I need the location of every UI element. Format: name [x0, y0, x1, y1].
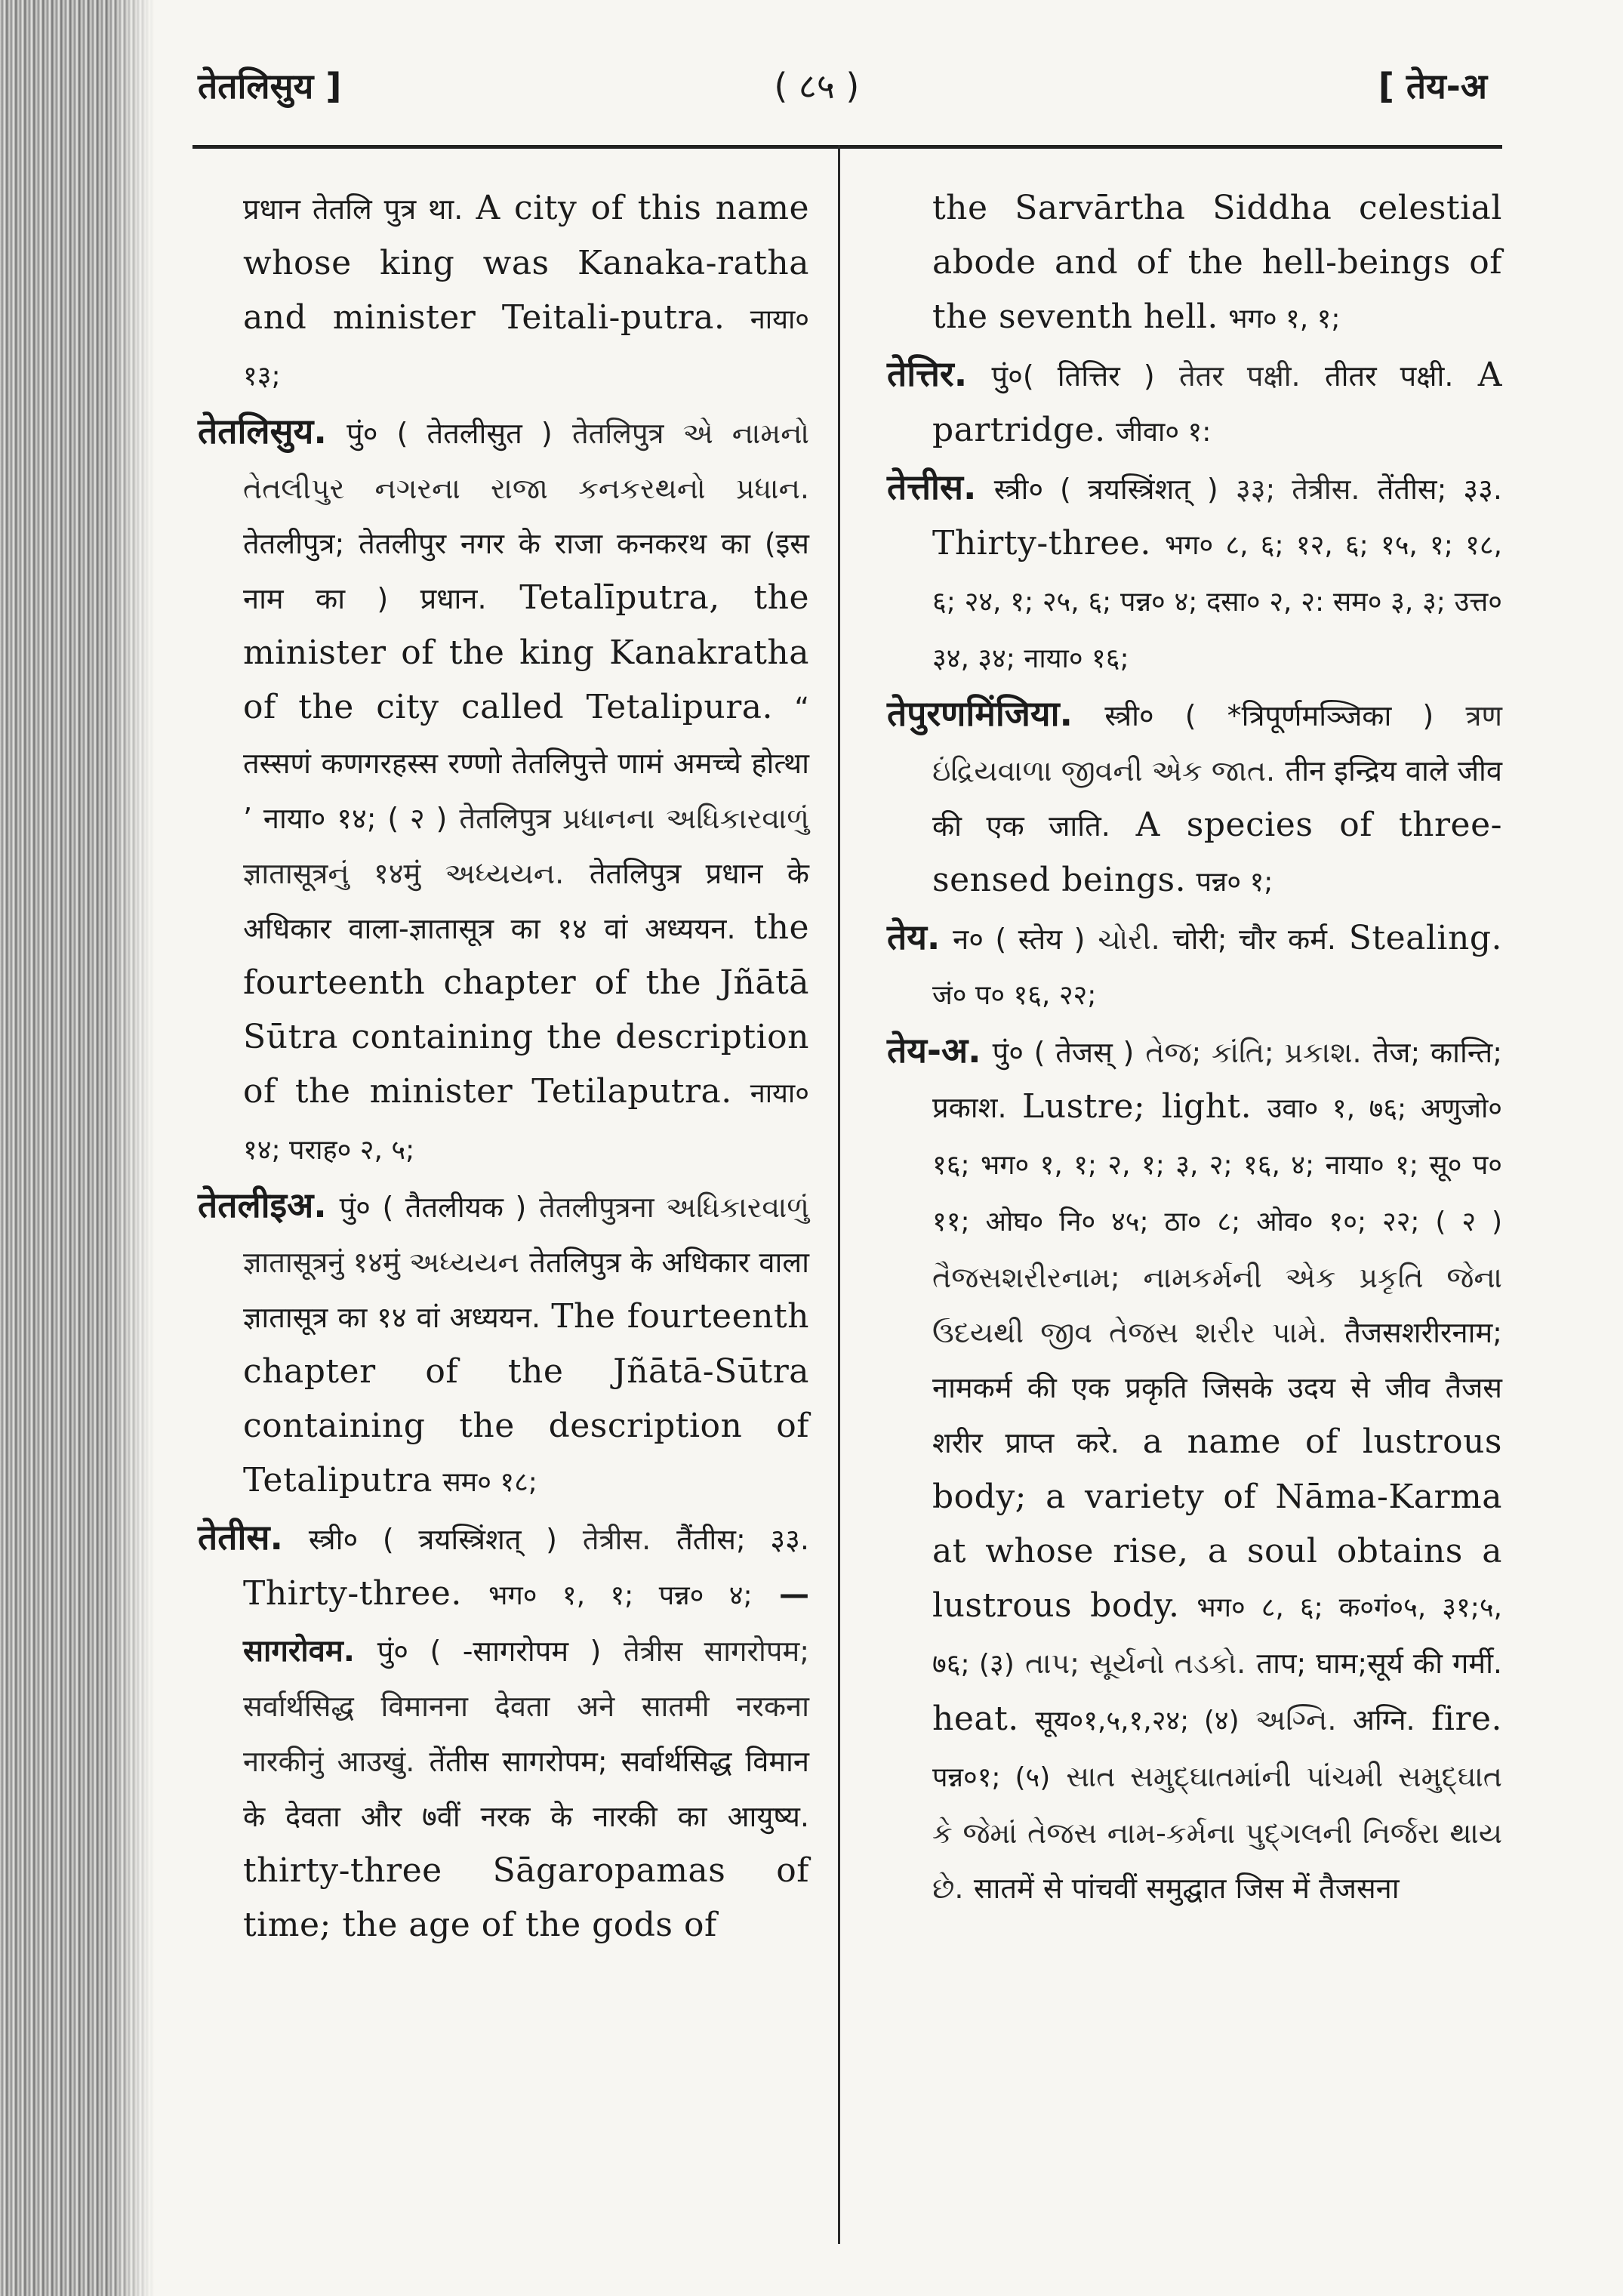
- entry-headword: तेत्तीस.: [887, 467, 977, 507]
- entry-eng-text: The fourteenth chapter of the Jñātā-Sūtra containing the description of Tetaliputra: [243, 1297, 809, 1499]
- dictionary-entry: [887, 1023, 1502, 1915]
- dictionary-entry: [887, 910, 1502, 1023]
- entry-guj-text: તૈજસશરીરનામ; નામકર્મની એક પ્રકૃતિ જેના ઉદયથી જીવ તેજસ શરીર પામે.: [932, 1261, 1502, 1349]
- entry-ref-text: सूय०१,५,१,२४; (४): [1035, 1706, 1240, 1737]
- entry-deva-text: तेतलिपुत्र प्रधान के अधिकार वाला-ज्ञातासूत्र का १४ वां अध्ययन.: [243, 857, 809, 945]
- dictionary-entry: [198, 181, 809, 404]
- entry-deva-text: स्त्री० ( त्रयस्त्रिंशत् ): [308, 1523, 557, 1556]
- entry-deva-text: तेज; कान्ति; प्रकाश.: [932, 1036, 1503, 1124]
- entry-guj-text: ચોરી.: [1098, 923, 1160, 956]
- entry-guj-text: तेतलिपुत्र એ નામનો તેતલીપુર નગરના રાજા કનકરથનો પ્રધાન.: [243, 417, 809, 505]
- dictionary-entry: [887, 347, 1502, 460]
- entry-guj-text: तेतर पक्षी.: [1179, 359, 1301, 393]
- entry-deva-text: तेतलीपुत्र; तेतलीपुर नगर के राजा कनकरथ का (इस नाम का ) प्रधान.: [243, 527, 809, 615]
- column-divider: [838, 145, 840, 2244]
- entry-deva-text: पुं०( तित्तिर ): [991, 359, 1155, 393]
- entry-deva-text: तेतलिपुत्र के अधिकार वाला ज्ञातासूत्र का १४ वां अध्ययन.: [243, 1246, 809, 1334]
- entry-eng-text: A species of three-sensed beings.: [932, 806, 1502, 899]
- entry-guj-text: સાત સમુદ્ઘાતમાંની પાંચમી સમુદ્ઘાત કે જેમાં તેજસ નામ-કર્મના પુદ્ગલની નિર્જરા થાય છે.: [932, 1760, 1502, 1905]
- entry-eng-text: the fourteenth chapter of the Jñātā Sūtra containing the description of the minister Tetilaputra.: [243, 908, 809, 1111]
- entry-headword: तेपुरणमिंजिया.: [887, 693, 1073, 734]
- entry-ref-text: उवा० १, ७६; अणुजो० १६; भग० १, १; २, १; ३, २; १६, ४; नाया० १; सू० प० ११; ओघ० नि० ४५; ठा० ८; ओव० १०; २२; ( २ ): [932, 1093, 1502, 1237]
- entry-deva-text: पुं० ( -सागरोपम ): [377, 1635, 602, 1668]
- entry-deva-text: पुं० ( तेतलीसुत ): [346, 417, 553, 450]
- header-guide-word-left: तेतलिसुय ]: [198, 66, 342, 106]
- dictionary-entry: [887, 460, 1502, 686]
- entry-headword: तेतलिसुय.: [198, 411, 327, 451]
- entry-ref-text: पन्न० १;: [1196, 867, 1273, 898]
- entry-guj-text: ३३; तेत्रीस.: [1235, 473, 1360, 506]
- entry-guj-text: તાપ; સૂર્યનો તડકો.: [1025, 1647, 1246, 1680]
- entry-eng-text: Tetalīputra, the minister of the king Kanakratha of the city called Tetalipura.: [243, 578, 810, 726]
- entry-ref-text: नाया० १३;: [243, 304, 809, 392]
- entry-eng-text: A city of this name whose king was Kanaka-ratha and minister Teitali-putra.: [243, 189, 809, 337]
- entry-eng-text: Stealing.: [1348, 919, 1502, 957]
- entry-eng-text: thirty-three Sāgaropamas of time; the age of the gods of: [243, 1851, 809, 1944]
- entry-deva-text: तैंतीस; ३३.: [676, 1523, 809, 1556]
- entry-ref-text: भग० १, १; पन्न० ४;: [488, 1580, 753, 1611]
- scan-binding-edge: [0, 0, 155, 2296]
- entry-deva-text: स्त्री० ( *त्रिपूर्णमञ्जिका ): [1104, 699, 1434, 732]
- entry-eng-text: heat.: [932, 1700, 1019, 1738]
- entry-ref-text: भग० ८, ६; १२, ६; १५, १; १८, ६; २४, १; २५, ६; पन्न० ४; दसा० २, २: सम० ३, ३; उत्त० ३४, ३४; नाया० १६;: [932, 530, 1502, 674]
- entry-eng-text: a name of lustrous body; a variety of Nāma-Karma at whose rise, a soul obtains a lustrous body.: [932, 1422, 1502, 1625]
- entry-deva-text: पुं० ( तैतलीयक ): [339, 1191, 527, 1224]
- entry-deva-text: “ तस्सणं कणगरहस्स रण्णो तेतलिपुत्ते णामं अमच्चे होत्था ’ नाया० १४; ( २ ): [243, 692, 809, 835]
- entry-headword: तेतीस.: [198, 1517, 283, 1558]
- entry-eng-text: Thirty-three.: [243, 1574, 462, 1613]
- entry-headword: तेतलीइअ.: [198, 1185, 327, 1225]
- entry-deva-text: तीतर पक्षी.: [1324, 359, 1454, 393]
- entry-deva-text: तेंतीस; ३३.: [1377, 473, 1502, 506]
- entry-deva-text: तेंतीस सागरोपम; सर्वार्थसिद्ध विमान के देवता और ७वीं नरक के नारकी का आयुष्य.: [243, 1745, 809, 1833]
- page-number: ( ८५ ): [774, 66, 860, 106]
- entry-eng-text: the Sarvārtha Siddha celestial abode and of the hell-beings of the seventh hell.: [932, 189, 1502, 336]
- entry-deva-text: ताप; घाम;सूर्य की गर्मी.: [1256, 1647, 1502, 1680]
- entry-ref-text: भग० १, १;: [1228, 304, 1341, 334]
- entry-ref-text: जीवा० १:: [1115, 417, 1212, 448]
- entry-guj-text: त्रण ઇંદ્રિયવાળા જીવની એક જાત.: [932, 699, 1502, 787]
- entry-ref-text: पन्न०१; (५): [932, 1762, 1051, 1793]
- entry-guj-text: તેજ; કાંતિ; પ્રકાશ.: [1145, 1036, 1362, 1069]
- entry-eng-text: A partridge.: [932, 356, 1502, 449]
- header-guide-word-right: [ तेय-अ: [1378, 66, 1487, 106]
- dictionary-entry: [887, 686, 1502, 910]
- entry-ref-text: भग० ८, ६; क०गं०५, ३१;५, ७६; (३): [932, 1592, 1502, 1680]
- entry-eng-text: fire.: [1431, 1700, 1503, 1738]
- entry-deva-text: चोरी; चौर कर्म.: [1172, 923, 1337, 956]
- entry-guj-text: तेतलीपुत्रना અધિકારવાળું ज्ञातासूत्रनुं १४मुं અધ્યયન: [243, 1191, 809, 1279]
- entry-eng-text: Lustre; light.: [1022, 1087, 1252, 1126]
- entry-deva-text: स्त्री० ( त्रयस्त्रिंशत् ): [993, 473, 1218, 506]
- entry-guj-text: तेत्रीस सागरोपम; सर्वार्थसिद्ध विमानना देवता अने सातमी नरकना नारकीनुं आउखुं.: [243, 1635, 810, 1778]
- entry-sub-text: —सागरोवम.: [243, 1577, 809, 1669]
- entry-ref-text: जं० प० १६, २२;: [932, 980, 1097, 1011]
- header-rule: [192, 145, 1502, 149]
- entry-deva-text: तैजसशरीरनाम; नामकर्म की एक प्रकृति जिसके उदय से जीव तैजस शरीर प्राप्त करे.: [932, 1316, 1502, 1459]
- entry-headword: तेय.: [887, 917, 941, 957]
- entry-deva-text: तीन इन्द्रिय वाले जीव की एक जाति.: [932, 754, 1502, 843]
- dictionary-entry: [198, 404, 809, 1178]
- page-header: [198, 62, 1487, 115]
- entry-guj-text: तेतलिपुत्र પ્રધાનના અધિકારવાળું ज्ञातासूत्रનું १४मुं અધ્યયન.: [243, 802, 809, 890]
- entry-ref-text: सम० १८;: [442, 1467, 537, 1498]
- left-column: [198, 181, 809, 1952]
- entry-deva-text: अग्नि.: [1352, 1703, 1415, 1737]
- entry-guj-text: અગ્નિ.: [1255, 1703, 1337, 1737]
- entry-deva-text: प्रधान तेतलि पुत्र था.: [243, 193, 463, 226]
- dictionary-entry: [887, 181, 1502, 347]
- entry-deva-text: पुं० ( तेजस् ): [992, 1036, 1135, 1069]
- right-column: [887, 181, 1502, 1915]
- entry-deva-text: न० ( स्तेय ): [953, 923, 1086, 956]
- entry-guj-text: तेत्रीस.: [582, 1523, 651, 1556]
- dictionary-entry: [198, 1510, 809, 1952]
- entry-headword: तेत्तिर.: [887, 353, 968, 394]
- dictionary-entry: [198, 1178, 809, 1510]
- entry-eng-text: Thirty-three.: [932, 524, 1151, 562]
- entry-ref-text: नाया० १४; पराह० २, ५;: [243, 1078, 809, 1166]
- entry-headword: तेय-अ.: [887, 1030, 981, 1071]
- entry-deva-text: सातमें से पांचवीं समुद्घात जिस में तैजसना: [973, 1872, 1400, 1905]
